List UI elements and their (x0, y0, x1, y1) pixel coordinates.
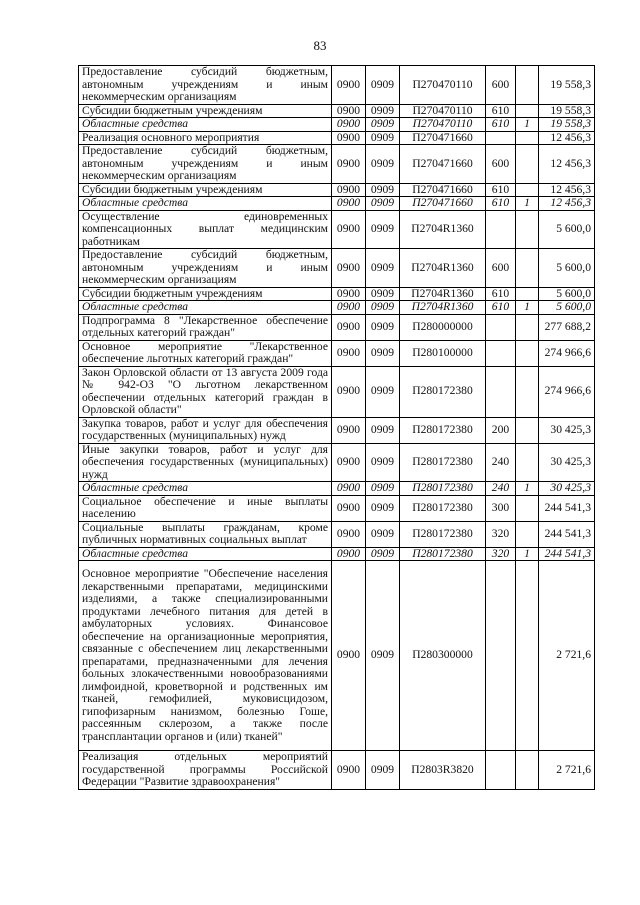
table-row (79, 145, 595, 184)
fund-code (516, 314, 539, 340)
fund-code: 1 (516, 547, 539, 561)
section-code: 0909 (366, 197, 400, 211)
expense-code (486, 366, 516, 417)
row-name: Реализация основного мероприятия (79, 131, 332, 145)
fund-code (516, 66, 539, 105)
admin-code: 0900 (332, 417, 366, 443)
admin-code: 0900 (332, 66, 366, 105)
expense-code: 320 (486, 521, 516, 547)
admin-code: 0900 (332, 340, 366, 366)
section-code: 0909 (366, 366, 400, 417)
expense-code (486, 751, 516, 790)
row-name: Реализация отдельных мероприятий государственной программы Российской Федерации "Развитие здравоохранения" (79, 751, 332, 790)
row-name: Социальное обеспечение и иные выплаты населению (79, 495, 332, 521)
section-code: 0909 (366, 547, 400, 561)
fund-code (516, 249, 539, 288)
table-row (79, 66, 595, 105)
section-code: 0909 (366, 118, 400, 132)
page-number: 83 (313, 38, 327, 53)
admin-code: 0900 (332, 118, 366, 132)
target-code: П280000000 (400, 314, 486, 340)
target-code: П270471660 (400, 131, 486, 145)
admin-code: 0900 (332, 131, 366, 145)
expense-code: 300 (486, 495, 516, 521)
row-name: Субсидии бюджетным учреждениям (79, 183, 332, 197)
table-row (79, 340, 595, 366)
amount: 12 456,3 (539, 183, 595, 197)
fund-code: 1 (516, 118, 539, 132)
amount: 12 456,3 (539, 131, 595, 145)
expense-code (486, 340, 516, 366)
amount: 12 456,3 (539, 197, 595, 211)
target-code: П280172380 (400, 366, 486, 417)
amount: 5 600,0 (539, 249, 595, 288)
table-row (79, 495, 595, 521)
section-code: 0909 (366, 249, 400, 288)
fund-code (516, 521, 539, 547)
admin-code: 0900 (332, 301, 366, 315)
target-code: П270471660 (400, 183, 486, 197)
row-name: Областные средства (79, 118, 332, 132)
admin-code: 0900 (332, 443, 366, 482)
expense-code: 610 (486, 104, 516, 118)
table-row (79, 417, 595, 443)
admin-code: 0900 (332, 183, 366, 197)
table-row (79, 314, 595, 340)
table-row (79, 482, 595, 496)
fund-code (516, 340, 539, 366)
row-name: Основное мероприятие "Обеспечение населения лекарственными препаратами, медицинскими изделиями, а также специализированными продуктами лечебного питания для детей в амбулаторных условиях. Финансовое обеспечение на организационные мероприятия, связанные с обеспечением лиц лекарственными препаратами, предназначенными для лечения больных злокачественными новообразованиями лимфоидной, кроветворной и родственных им тканей, гемофилией, муковисцидозом, гипофизарным нанизмом, болезнью Гоше, рассеянным склерозом, а также после трансплантации органов и (или) тканей" (79, 561, 332, 751)
target-code: П270471660 (400, 197, 486, 211)
amount: 244 541,3 (539, 521, 595, 547)
row-name: Закупка товаров, работ и услуг для обеспечения государственных (муниципальных) нужд (79, 417, 332, 443)
target-code: П280172380 (400, 521, 486, 547)
section-code: 0909 (366, 751, 400, 790)
row-name: Подпрограмма 8 "Лекарственное обеспечение отдельных категорий граждан" (79, 314, 332, 340)
row-name: Областные средства (79, 547, 332, 561)
target-code: П2704R1360 (400, 287, 486, 301)
table-row (79, 118, 595, 132)
section-code: 0909 (366, 66, 400, 105)
expense-code (486, 561, 516, 751)
row-name: Основное мероприятие "Лекарственное обеспечение льготных категорий граждан" (79, 340, 332, 366)
table-row (79, 183, 595, 197)
target-code: П280172380 (400, 547, 486, 561)
table-row (79, 104, 595, 118)
row-name: Предоставление субсидий бюджетным, автономным учреждениям и иным некоммерческим организациям (79, 249, 332, 288)
fund-code (516, 287, 539, 301)
amount: 244 541,3 (539, 547, 595, 561)
fund-code: 1 (516, 197, 539, 211)
amount: 5 600,0 (539, 210, 595, 249)
fund-code (516, 751, 539, 790)
expense-code: 610 (486, 118, 516, 132)
fund-code (516, 210, 539, 249)
target-code: П270471660 (400, 145, 486, 184)
amount: 274 966,6 (539, 340, 595, 366)
target-code: П280172380 (400, 482, 486, 496)
amount: 30 425,3 (539, 443, 595, 482)
table-row (79, 547, 595, 561)
section-code: 0909 (366, 561, 400, 751)
expense-code: 600 (486, 249, 516, 288)
row-name: Закон Орловской области от 13 августа 2009 года № 942-ОЗ "О льготном лекарственном обеспечении отдельных категорий граждан в Орловской области" (79, 366, 332, 417)
admin-code: 0900 (332, 561, 366, 751)
row-name: Областные средства (79, 197, 332, 211)
fund-code (516, 417, 539, 443)
section-code: 0909 (366, 210, 400, 249)
admin-code: 0900 (332, 495, 366, 521)
table-row (79, 301, 595, 315)
section-code: 0909 (366, 495, 400, 521)
admin-code: 0900 (332, 145, 366, 184)
target-code: П2704R1360 (400, 301, 486, 315)
section-code: 0909 (366, 314, 400, 340)
table-row (79, 210, 595, 249)
amount: 2 721,6 (539, 561, 595, 751)
table-row (79, 751, 595, 790)
expense-code: 600 (486, 145, 516, 184)
table-row (79, 197, 595, 211)
expense-code: 600 (486, 66, 516, 105)
section-code: 0909 (366, 443, 400, 482)
amount: 12 456,3 (539, 145, 595, 184)
section-code: 0909 (366, 340, 400, 366)
expense-code: 200 (486, 417, 516, 443)
admin-code: 0900 (332, 104, 366, 118)
fund-code (516, 104, 539, 118)
table-row (79, 287, 595, 301)
fund-code: 1 (516, 301, 539, 315)
row-name: Социальные выплаты гражданам, кроме публичных нормативных социальных выплат (79, 521, 332, 547)
amount: 30 425,3 (539, 417, 595, 443)
row-name: Областные средства (79, 482, 332, 496)
expense-code: 320 (486, 547, 516, 561)
target-code: П2704R1360 (400, 249, 486, 288)
target-code: П2803R3820 (400, 751, 486, 790)
amount: 19 558,3 (539, 66, 595, 105)
admin-code: 0900 (332, 197, 366, 211)
admin-code: 0900 (332, 249, 366, 288)
fund-code (516, 145, 539, 184)
fund-code (516, 443, 539, 482)
table-row (79, 131, 595, 145)
table-row (79, 561, 595, 751)
section-code: 0909 (366, 482, 400, 496)
target-code: П280100000 (400, 340, 486, 366)
target-code: П280172380 (400, 443, 486, 482)
admin-code: 0900 (332, 521, 366, 547)
expense-code: 610 (486, 301, 516, 315)
table-row (79, 521, 595, 547)
row-name: Субсидии бюджетным учреждениям (79, 287, 332, 301)
amount: 5 600,0 (539, 287, 595, 301)
target-code: П2704R1360 (400, 210, 486, 249)
section-code: 0909 (366, 287, 400, 301)
fund-code (516, 561, 539, 751)
amount: 19 558,3 (539, 104, 595, 118)
amount: 244 541,3 (539, 495, 595, 521)
expense-code (486, 131, 516, 145)
amount: 5 600,0 (539, 301, 595, 315)
table-row (79, 443, 595, 482)
expense-code (486, 210, 516, 249)
fund-code (516, 495, 539, 521)
admin-code: 0900 (332, 314, 366, 340)
row-name: Субсидии бюджетным учреждениям (79, 104, 332, 118)
target-code: П270470110 (400, 118, 486, 132)
section-code: 0909 (366, 131, 400, 145)
amount: 30 425,3 (539, 482, 595, 496)
section-code: 0909 (366, 417, 400, 443)
table-row (79, 366, 595, 417)
target-code: П270470110 (400, 104, 486, 118)
target-code: П280172380 (400, 417, 486, 443)
table-row (79, 249, 595, 288)
admin-code: 0900 (332, 287, 366, 301)
row-name: Областные средства (79, 301, 332, 315)
amount: 2 721,6 (539, 751, 595, 790)
row-name: Иные закупки товаров, работ и услуг для обеспечения государственных (муниципальных) нужд (79, 443, 332, 482)
budget-table (78, 65, 595, 790)
amount: 277 688,2 (539, 314, 595, 340)
target-code: П280172380 (400, 495, 486, 521)
fund-code (516, 131, 539, 145)
expense-code: 240 (486, 443, 516, 482)
row-name: Предоставление субсидий бюджетным, автономным учреждениям и иным некоммерческим организациям (79, 145, 332, 184)
section-code: 0909 (366, 183, 400, 197)
fund-code: 1 (516, 482, 539, 496)
section-code: 0909 (366, 104, 400, 118)
fund-code (516, 183, 539, 197)
section-code: 0909 (366, 521, 400, 547)
admin-code: 0900 (332, 482, 366, 496)
expense-code (486, 314, 516, 340)
expense-code: 610 (486, 287, 516, 301)
row-name: Осуществление единовременных компенсационных выплат медицинским работникам (79, 210, 332, 249)
expense-code: 610 (486, 183, 516, 197)
expense-code: 610 (486, 197, 516, 211)
admin-code: 0900 (332, 547, 366, 561)
budget-table-body (79, 66, 595, 790)
row-name: Предоставление субсидий бюджетным, автономным учреждениям и иным некоммерческим организациям (79, 66, 332, 105)
target-code: П280300000 (400, 561, 486, 751)
amount: 274 966,6 (539, 366, 595, 417)
admin-code: 0900 (332, 210, 366, 249)
admin-code: 0900 (332, 366, 366, 417)
section-code: 0909 (366, 301, 400, 315)
amount: 19 558,3 (539, 118, 595, 132)
section-code: 0909 (366, 145, 400, 184)
expense-code: 240 (486, 482, 516, 496)
admin-code: 0900 (332, 751, 366, 790)
target-code: П270470110 (400, 66, 486, 105)
fund-code (516, 366, 539, 417)
